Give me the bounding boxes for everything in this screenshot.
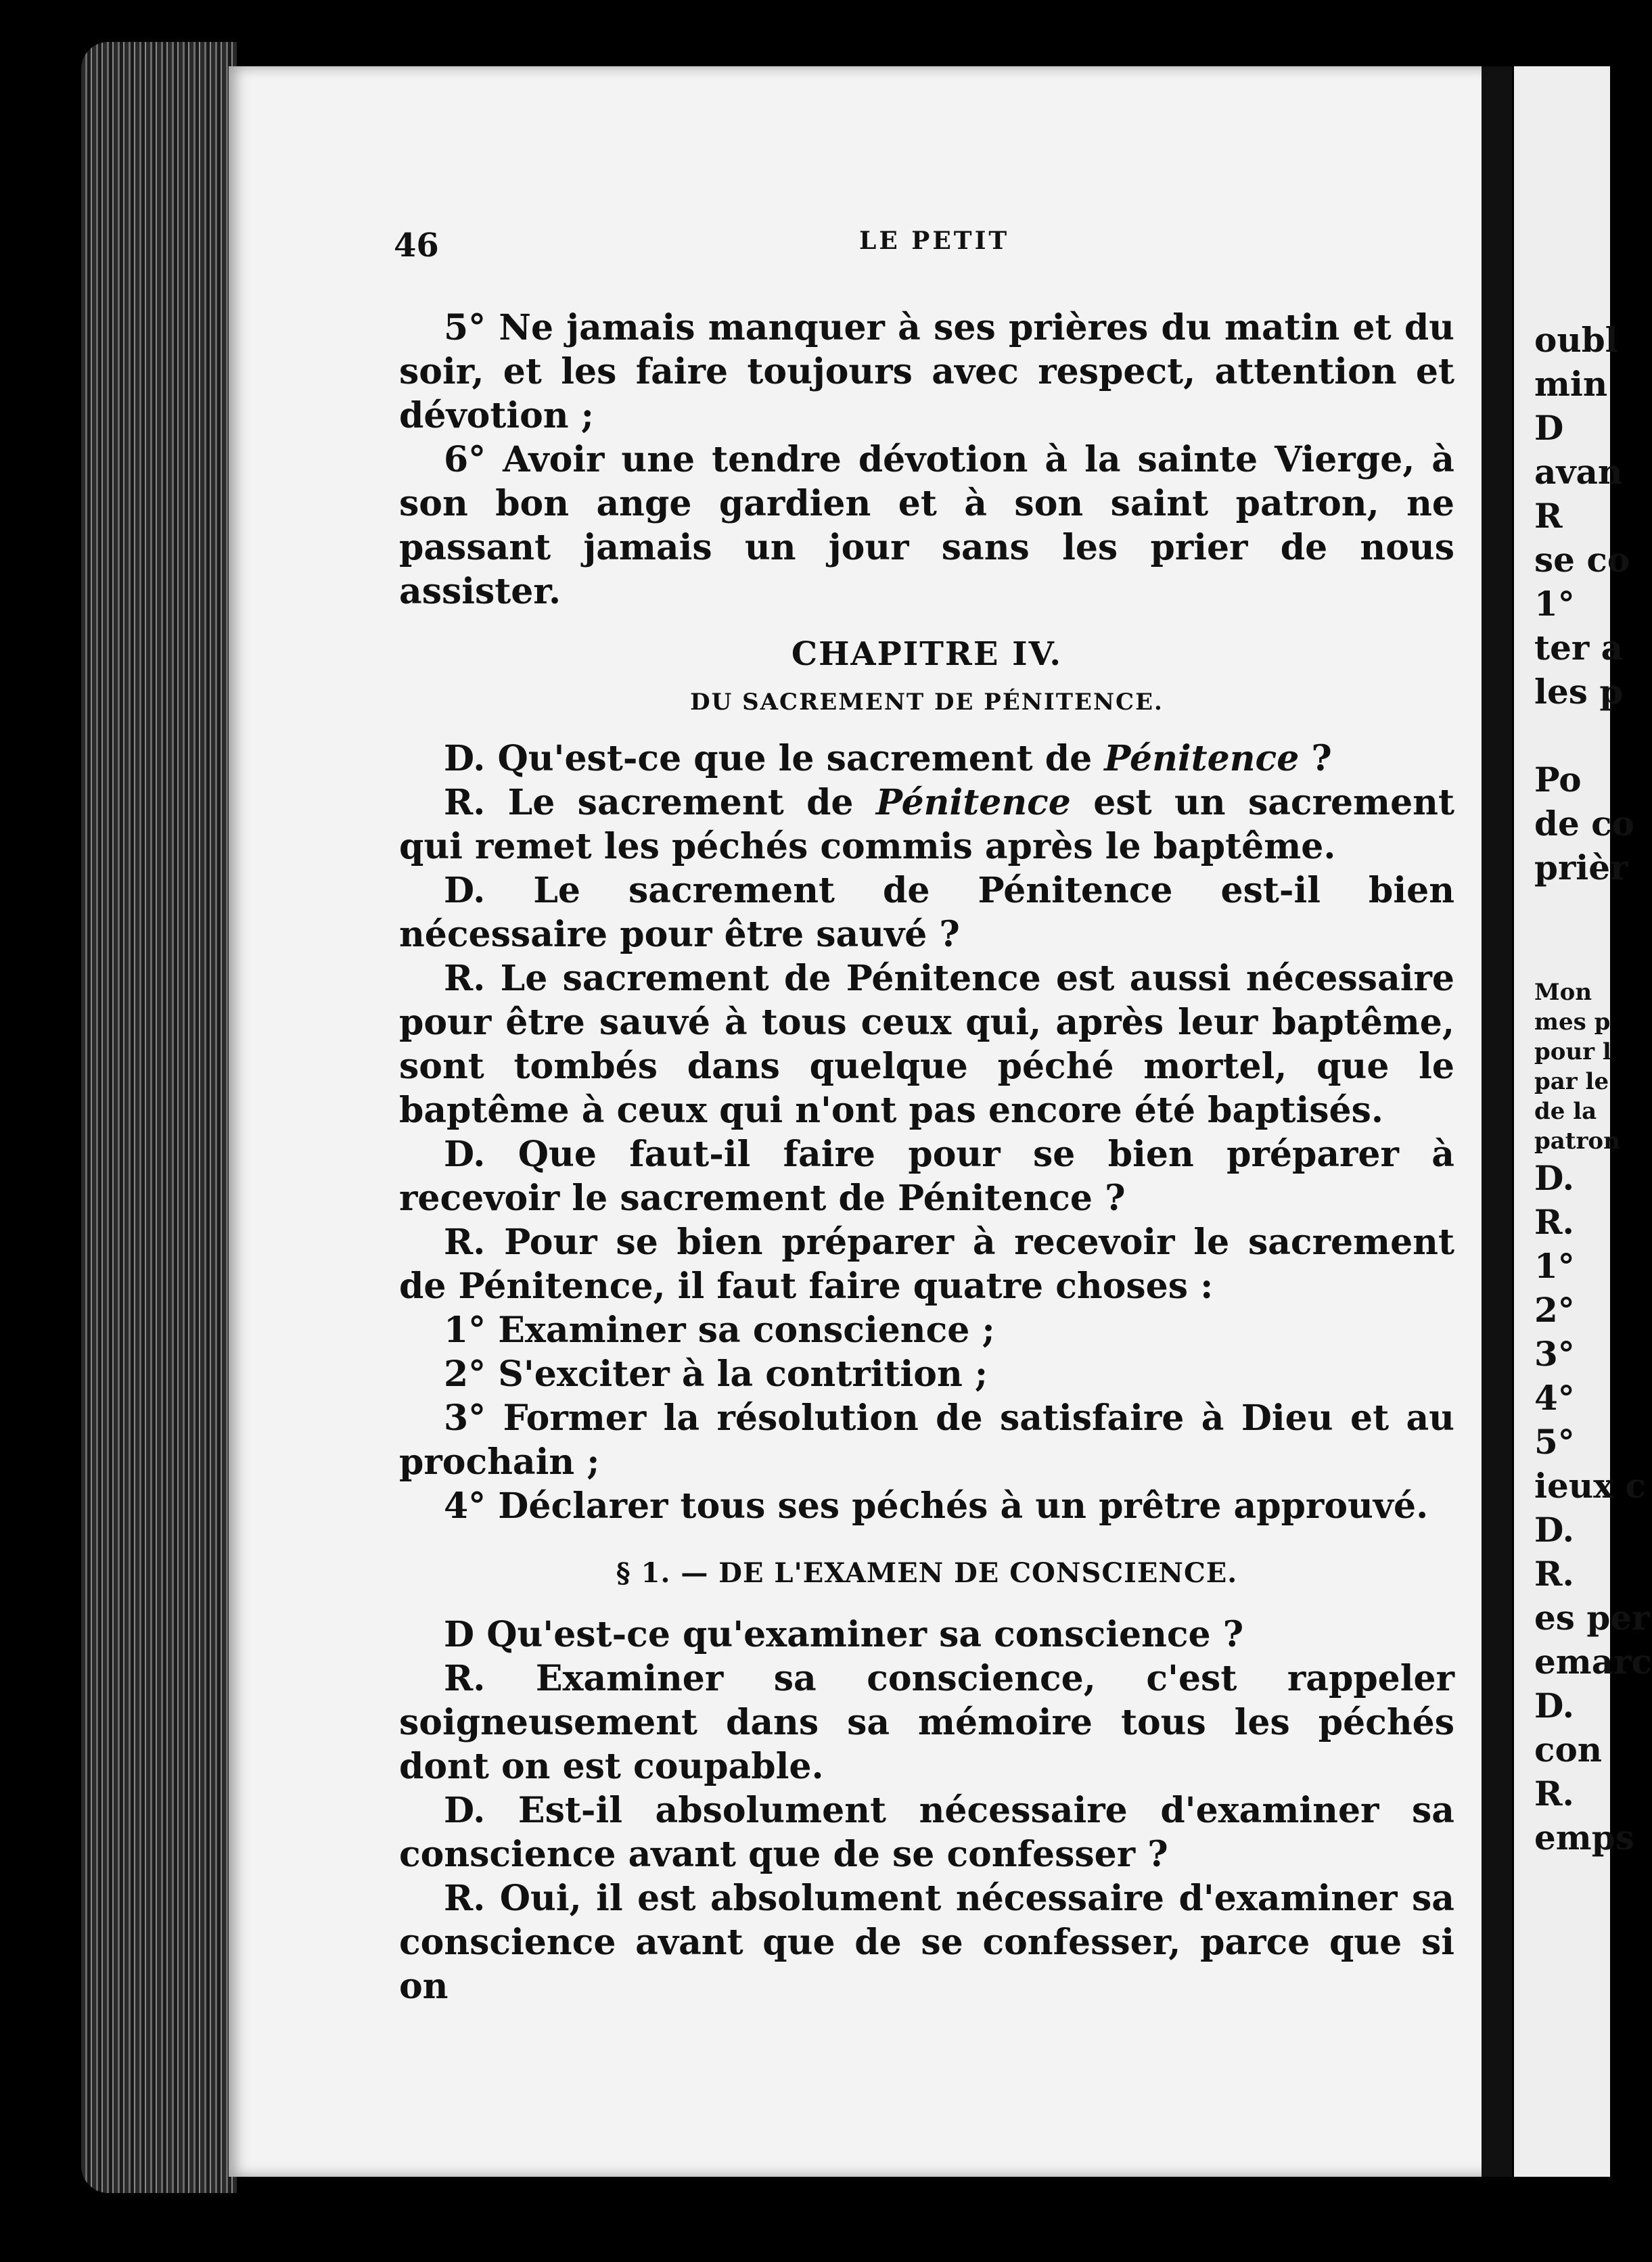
right-page-line: R. — [1534, 1202, 1574, 1242]
right-page-line: D. — [1534, 1686, 1574, 1726]
list-item: 1° Examiner sa conscience ; — [444, 1310, 995, 1351]
text-span: est un sacrement qui remet les péchés commis après le baptême. — [399, 782, 1454, 867]
italic-term: Pénitence — [1104, 738, 1300, 779]
right-page-text — [1534, 318, 1652, 1860]
right-page-line: les p — [1534, 672, 1624, 712]
right-page-line: 3° — [1534, 1334, 1575, 1374]
question: D. Est-il absolument nécessaire d'examiner sa conscience avant que de se confesser ? — [399, 1790, 1454, 1875]
right-page-line: 5° — [1534, 1422, 1575, 1462]
page-body — [399, 306, 1454, 2008]
right-page-line: Po — [1534, 760, 1582, 800]
right-page-line: D. — [1534, 1510, 1574, 1550]
right-page-line — [1534, 714, 1609, 758]
text-span: ? — [1299, 738, 1332, 779]
question: D. Que faut-il faire pour se bien préparer à recevoir le sacrement de Pénitence ? — [399, 1134, 1454, 1219]
right-page-line: Mon — [1534, 979, 1592, 1006]
right-page-line: de co — [1534, 804, 1634, 844]
answer: R. Pour se bien préparer à recevoir le sacrement de Pénitence, il faut faire quatre choses : — [399, 1222, 1454, 1307]
right-page-line: 2° — [1534, 1290, 1575, 1330]
running-title: LE PETIT — [859, 227, 1010, 255]
list-item: 3° Former la résolution de satisfaire à Dieu et au prochain ; — [399, 1398, 1454, 1483]
right-page-line: D — [1534, 408, 1564, 448]
answer: R. Examiner sa conscience, c'est rappeler soigneusement dans sa mémoire tous les péchés dont on est coupable. — [399, 1658, 1454, 1787]
right-page-line: oubl — [1534, 320, 1618, 360]
list-item: 4° Déclarer tous ses péchés à un prêtre approuvé. — [444, 1485, 1429, 1527]
right-page-line — [1534, 933, 1609, 977]
right-page-line: prièr — [1534, 848, 1628, 887]
text-span: R. Le sacrement de — [444, 782, 876, 823]
right-page-line: ieux c — [1534, 1466, 1646, 1506]
book-gutter — [1482, 66, 1512, 2177]
right-page-line: R. — [1534, 1554, 1574, 1594]
right-page-line: pour l — [1534, 1038, 1611, 1065]
right-page-line: con — [1534, 1730, 1603, 1770]
right-page-line: se co — [1534, 540, 1630, 580]
right-page-line: ter a — [1534, 628, 1624, 668]
right-page-line: D. — [1534, 1158, 1574, 1198]
book-page-edges — [81, 42, 237, 2193]
right-page-line: R — [1534, 496, 1563, 536]
right-page-line: 1° — [1534, 1246, 1575, 1286]
answer: R. Le sacrement de Pénitence est aussi nécessaire pour être sauvé à tous ceux qui, après leur baptême, sont tombés dans quelque péché mortel, que le baptême à ceux qui n'ont pas encore été baptisés. — [399, 958, 1454, 1131]
question: D Qu'est-ce qu'examiner sa conscience ? — [444, 1614, 1244, 1655]
right-page-line: emarc — [1534, 1642, 1652, 1682]
right-page-line: de la — [1534, 1098, 1597, 1125]
right-page-line: es per — [1534, 1598, 1650, 1638]
right-page-line: mes p — [1534, 1009, 1611, 1036]
italic-term: Pénitence — [875, 782, 1071, 823]
right-page-line — [1534, 890, 1609, 933]
right-page-line: patron — [1534, 1128, 1620, 1155]
paragraph: 6° Avoir une tendre dévotion à la sainte Vierge, à son bon ange gardien et à son saint patron, ne passant jamais un jour sans les prier de nous assister. — [399, 439, 1454, 612]
right-page-line: 1° — [1534, 584, 1575, 624]
right-page-line: avan — [1534, 452, 1623, 492]
page-number: 46 — [394, 227, 439, 264]
right-page-line: par le — [1534, 1068, 1609, 1095]
answer: R. Oui, il est absolument nécessaire d'examiner sa conscience avant que de se confesser, parce que si on — [399, 1878, 1454, 2007]
chapter-title: CHAPITRE IV. — [791, 635, 1063, 673]
question — [399, 737, 1454, 781]
right-page-line: min — [1534, 364, 1608, 404]
right-page-line: 4° — [1534, 1378, 1575, 1418]
chapter-subtitle: DU SACREMENT DE PÉNITENCE. — [690, 689, 1164, 716]
right-page-line: R. — [1534, 1774, 1574, 1814]
paragraph: 5° Ne jamais manquer à ses prières du matin et du soir, et les faire toujours avec respect, attention et dévotion ; — [399, 307, 1454, 436]
text-span: D. Qu'est-ce que le sacrement de — [444, 738, 1105, 779]
right-page-line: emps — [1534, 1818, 1634, 1857]
question: D. Le sacrement de Pénitence est-il bien nécessaire pour être sauvé ? — [399, 870, 1454, 955]
list-item: 2° S'exciter à la contrition ; — [444, 1354, 988, 1395]
answer — [399, 781, 1454, 869]
section-title: § 1. — DE L'EXAMEN DE CONSCIENCE. — [616, 1557, 1238, 1589]
